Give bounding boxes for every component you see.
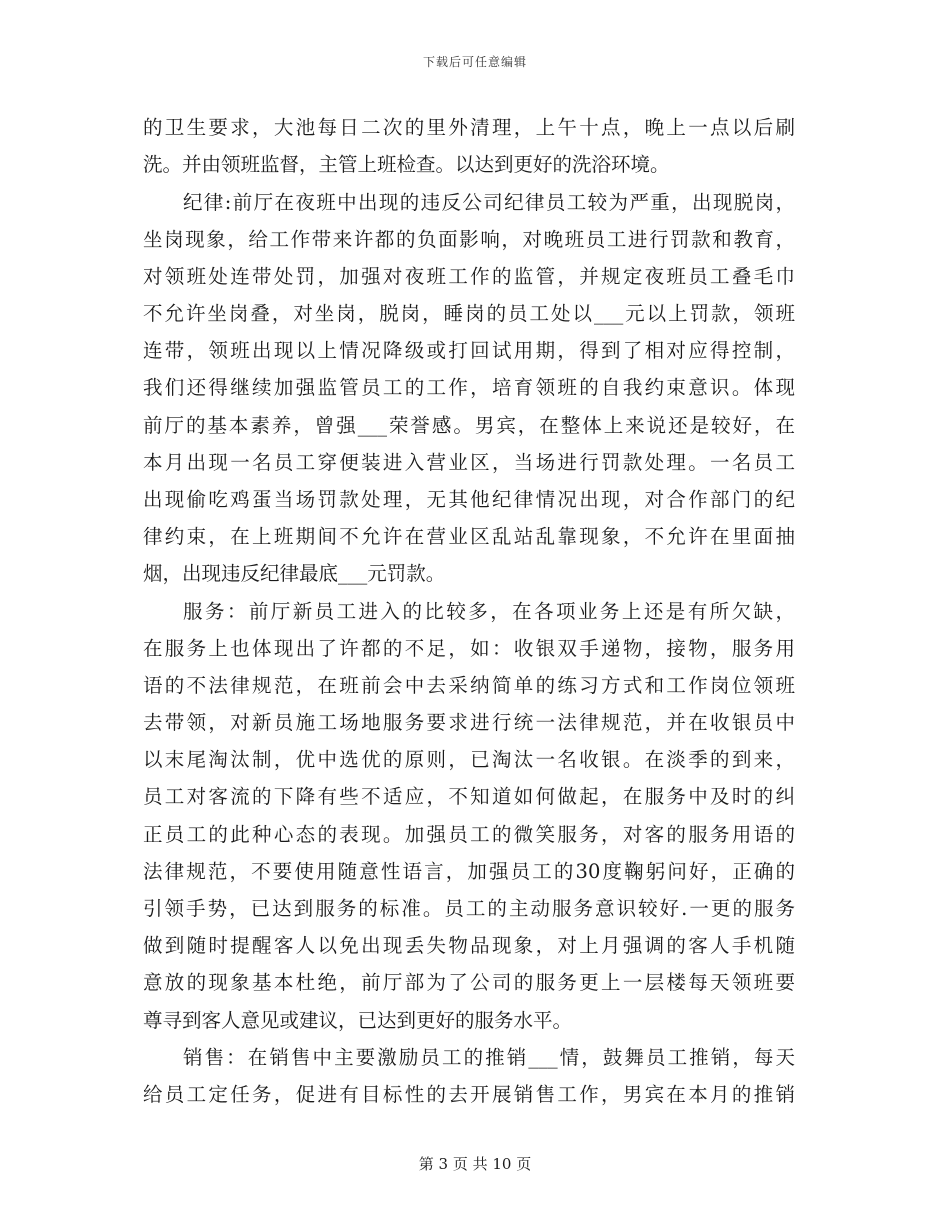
text-line: 引领手势，已达到服务的标准。员工的主动服务意识较好.一更的服务: [143, 897, 795, 920]
text-line: 员工对客流的下降有些不适应，不知道如何做起，在服务中及时的纠: [143, 785, 795, 808]
text-line: 销售：在销售中主要激励员工的推销___情，鼓舞员工推销，每天: [183, 1046, 795, 1069]
text-line: 法律规范，不要使用随意性语言，加强员工的30度鞠躬问好，正确的: [143, 860, 795, 883]
text-line: 烟，出现违反纪律最底___元罚款。: [143, 562, 446, 585]
text-line: 本月出现一名员工穿便装进入营业区，当场进行罚款处理。一名员工: [143, 451, 795, 474]
text-line: 尊寻到客人意见或建议，已达到更好的服务水平。: [143, 1009, 573, 1032]
text-line: 纪律:前厅在夜班中出现的违反公司纪律员工较为严重，出现脱岗，: [183, 191, 795, 214]
text-line: 对领班处连带处罚，加强对夜班工作的监管，并规定夜班员工叠毛巾: [143, 265, 795, 288]
text-line: 出现偷吃鸡蛋当场罚款处理，无其他纪律情况出现，对合作部门的纪: [143, 488, 795, 511]
text-line: 前厅的基本素养，曾强___荣誉感。男宾，在整体上来说还是较好，在: [143, 414, 795, 437]
text-line: 不允许坐岗叠，对坐岗，脱岗，睡岗的员工处以___元以上罚款，领班: [143, 302, 795, 325]
text-line: 意放的现象基本杜绝，前厅部为了公司的服务更上一层楼每天领班要: [143, 971, 795, 994]
text-line: 连带，领班出现以上情况降级或打回试用期，得到了相对应得控制，: [143, 339, 795, 362]
text-line: 洗。并由领班监督，主管上班检查。以达到更好的洗浴环境。: [143, 153, 670, 176]
page-header: 下载后可任意编辑: [422, 55, 527, 69]
text-line: 律约束，在上班期间不允许在营业区乱站乱靠现象，不允许在里面抽: [143, 525, 795, 548]
page-number: 第 3 页 共 10 页: [418, 1155, 532, 1173]
text-line: 我们还得继续加强监管员工的工作，培育领班的自我约束意识。体现: [143, 376, 795, 399]
text-line: 的卫生要求，大池每日二次的里外清理，上午十点，晚上一点以后刷: [143, 116, 795, 139]
text-line: 正员工的此种心态的表现。加强员工的微笑服务，对客的服务用语的: [143, 823, 795, 846]
text-line: 服务：前厅新员工进入的比较多，在各项业务上还是有所欠缺，: [183, 600, 795, 623]
text-line: 语的不法律规范，在班前会中去采纳简单的练习方式和工作岗位领班: [143, 674, 795, 697]
text-line: 给员工定任务，促进有目标性的去开展销售工作，男宾在本月的推销: [143, 1083, 795, 1106]
text-line: 去带领，对新员施工场地服务要求进行统一法律规范，并在收银员中: [143, 711, 795, 734]
text-line: 在服务上也体现出了许都的不足，如：收银双手递物，接物，服务用: [143, 637, 795, 660]
text-line: 以末尾淘汰制，优中选优的原则，已淘汰一名收银。在淡季的到来，: [143, 748, 795, 771]
text-line: 坐岗现象，给工作带来许都的负面影响，对晚班员工进行罚款和教育，: [143, 228, 795, 251]
text-line: 做到随时提醒客人以免出现丢失物品现象，对上月强调的客人手机随: [143, 934, 795, 957]
